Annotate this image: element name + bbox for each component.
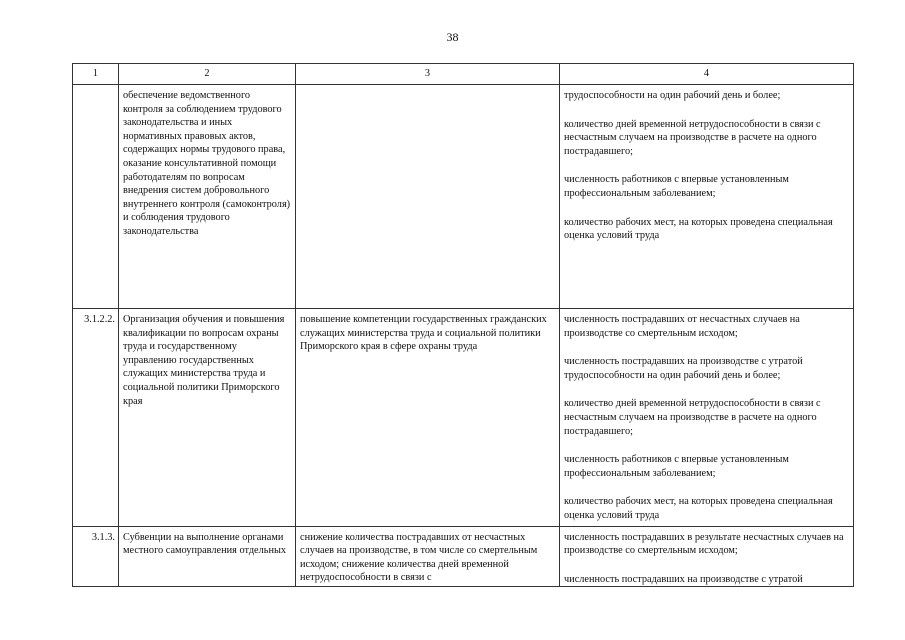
- table-row: [73, 526, 854, 587]
- row-number: 3.1.2.2.: [73, 309, 119, 527]
- indicator-item: численность пострадавших в результате несчастных случаев на производстве со смертельным исходом;: [564, 531, 844, 557]
- activity-name: Субвенции на выполнение органами местного самоуправления отдельных: [119, 526, 296, 587]
- table-header-row: [73, 64, 854, 85]
- indicator-item: численность пострадавших на производстве с утратой трудоспособности на один рабочий день и более;: [564, 356, 803, 381]
- row-number: [73, 85, 119, 309]
- column-header: 4: [560, 64, 854, 85]
- indicator-item: трудоспособности на один рабочий день и более;: [564, 90, 781, 101]
- indicator-item: численность пострадавших от несчастных случаев на производстве со смертельным исходом;: [564, 314, 800, 339]
- page-number: 38: [446, 30, 459, 44]
- expected-result: [296, 85, 560, 309]
- indicator-item: количество дней временной нетрудоспособности в связи с несчастным случаем на производстве в расчете на одного пострадавшего;: [564, 118, 821, 157]
- expected-result: повышение компетенции государственных гражданских служащих министерства труда и социальной политики Приморского края в сфере охраны труда: [296, 309, 560, 527]
- indicators-cell: [560, 526, 854, 587]
- indicator-item: численность работников с впервые установленным профессиональным заболеванием;: [564, 454, 789, 479]
- column-header: 1: [73, 64, 119, 85]
- indicator-item: численность пострадавших на производстве с утратой: [564, 573, 803, 585]
- indicators-cell: [560, 309, 854, 527]
- table-row: [73, 309, 854, 527]
- indicator-item: количество дней временной нетрудоспособности в связи с несчастным случаем на производстве в расчете на одного пострадавшего;: [564, 398, 821, 437]
- expected-result: снижение количества пострадавших от несчастных случаев на производстве, в том числе со смертельным исходом; снижение количества дней временной нетрудоспособности в связи с: [296, 526, 560, 587]
- column-header: 3: [296, 64, 560, 85]
- indicators-cell: [560, 85, 854, 309]
- activity-name: обеспечение ведомственного контроля за соблюдением трудового законодательства и иных нормативных правовых актов, содержащих нормы трудового права, оказание консультативной помощи работодателям по вопросам внедрения систем добровольного внутреннего контроля (самоконтроля) и соблюдения трудового законодательства: [119, 85, 296, 309]
- row-number: 3.1.3.: [73, 526, 119, 587]
- program-table: [72, 63, 854, 587]
- table-row: [73, 85, 854, 309]
- activity-name: Организация обучения и повышения квалификации по вопросам охраны труда и государственному управлению государственных служащих министерства труда и социальной политики Приморского края: [119, 309, 296, 527]
- column-header: 2: [119, 64, 296, 85]
- indicator-item: количество рабочих мест, на которых проведена специальная оценка условий труда: [564, 496, 833, 521]
- indicator-item: количество рабочих мест, на которых проведена специальная оценка условий труда: [564, 216, 833, 242]
- indicator-item: численность работников с впервые установленным профессиональным заболеванием;: [564, 174, 789, 199]
